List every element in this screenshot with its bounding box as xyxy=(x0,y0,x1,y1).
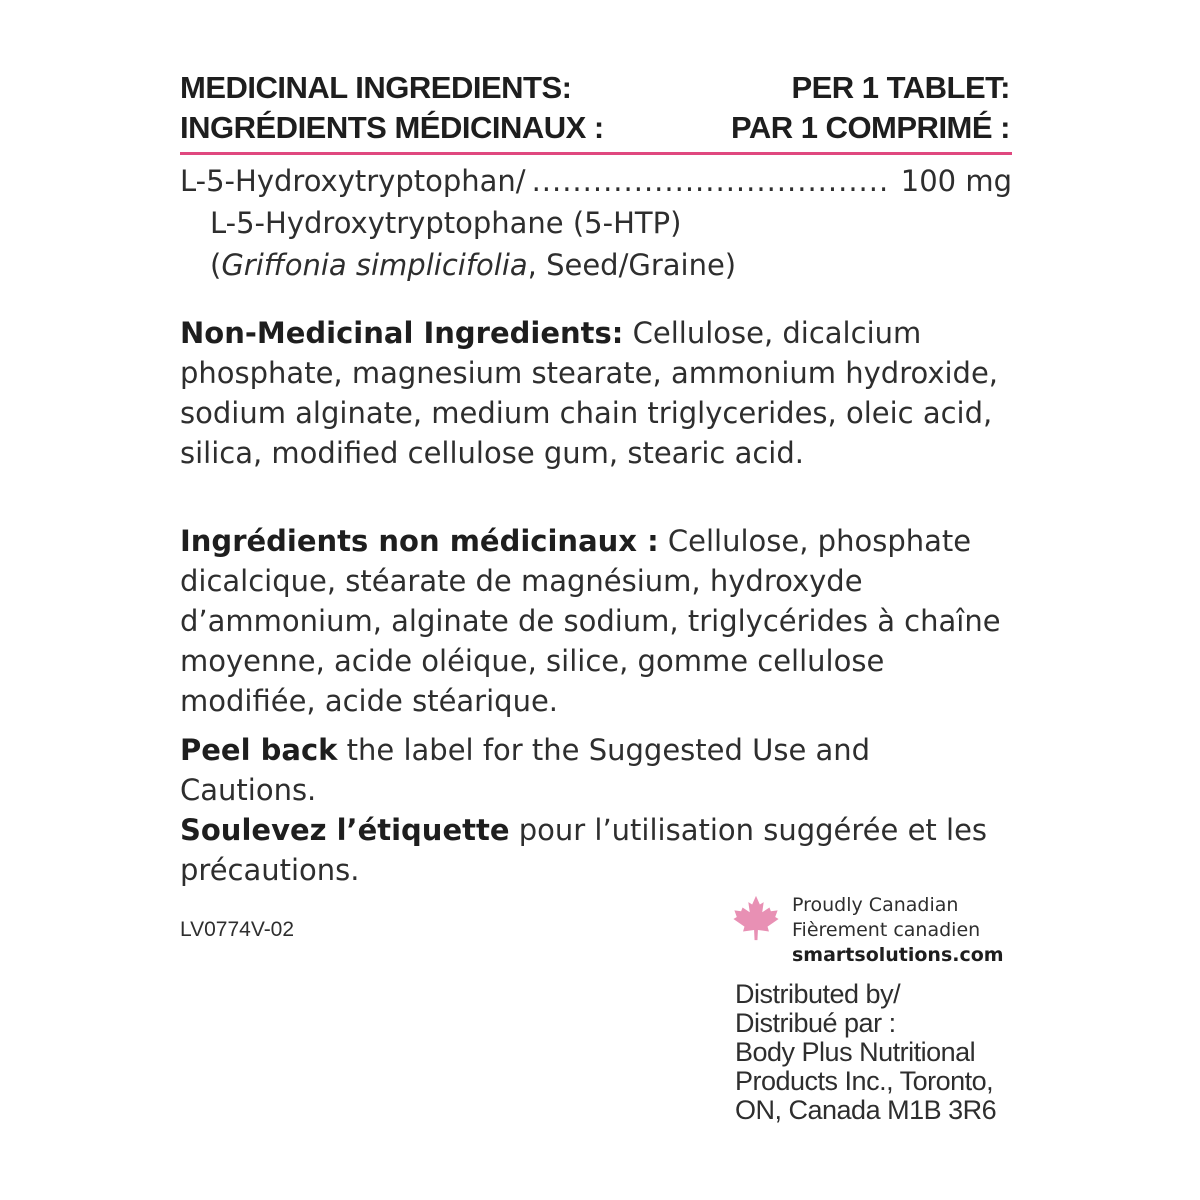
ingredients-header xyxy=(180,68,1010,148)
ingredient-name-en: L-5-Hydroxytryptophan/ xyxy=(180,164,526,198)
non-medicinal-ingredients-fr xyxy=(180,521,1010,721)
proudly-canadian-block xyxy=(792,893,1004,968)
distributor-line-5: ON, Canada M1B 3R6 xyxy=(735,1095,997,1125)
source-species: Griffonia simplicifolia xyxy=(221,248,528,282)
non-medicinal-label-fr: Ingrédients non médicinaux : xyxy=(180,524,659,558)
non-medicinal-text-en: Cellulose, dicalcium phosphate, magnesium stearate, ammonium hydroxide, sodium alginate, medium chain triglycerides, oleic acid, silica, modified cellulose gum, stearic acid. xyxy=(180,316,999,470)
ingredient-name-row xyxy=(180,160,1012,202)
proudly-canadian-fr: Fièrement canadien xyxy=(792,919,981,941)
header-divider xyxy=(180,152,1012,155)
distributor-line-3: Body Plus Nutritional xyxy=(735,1037,976,1067)
source-part: , Seed/Graine) xyxy=(527,248,737,282)
peel-back-label-fr: Soulevez l’étiquette xyxy=(180,813,510,847)
per-tablet-heading-fr: PAR 1 COMPRIMÉ : xyxy=(730,110,1010,145)
peel-back-text-fr: pour l’utilisation suggérée et les précautions. xyxy=(180,813,988,887)
header-row-english xyxy=(180,68,1010,108)
lot-code: LV0774V-02 xyxy=(180,918,295,941)
ingredient-amount: 100 mg xyxy=(900,164,1012,198)
source-open-paren: ( xyxy=(210,248,222,282)
maple-leaf-icon xyxy=(732,894,780,942)
distributor-line-4: Products Inc., Toronto, xyxy=(735,1066,994,1096)
header-row-french xyxy=(180,108,1010,148)
per-tablet-heading-en: PER 1 TABLET: xyxy=(791,70,1010,105)
medicinal-ingredients-heading-en: MEDICINAL INGREDIENTS: xyxy=(180,70,572,105)
peel-back-label-en: Peel back xyxy=(180,733,338,767)
non-medicinal-label-en: Non-Medicinal Ingredients: xyxy=(180,316,624,350)
maple-leaf-shape xyxy=(733,896,778,940)
ingredient-source xyxy=(180,244,1012,286)
distributor-block xyxy=(735,980,996,1125)
website-link[interactable] xyxy=(792,943,1004,968)
non-medicinal-text-fr: Cellulose, phosphate dicalcique, stéarate de magnésium, hydroxyde d’ammonium, alginate de sodium, triglycérides à chaîne moyenne, acide oléique, silice, gomme cellulose modifiée, acide stéarique. xyxy=(180,524,1001,718)
peel-back-fr xyxy=(180,810,1010,890)
non-medicinal-ingredients-en xyxy=(180,313,1010,473)
distributor-line-1: Distributed by/ xyxy=(735,979,901,1009)
dot-leader: ................................... xyxy=(531,164,890,198)
peel-back-text-en: the label for the Suggested Use and Cautions. xyxy=(180,733,871,807)
medicinal-ingredients-heading-fr: INGRÉDIENTS MÉDICINAUX : xyxy=(180,110,604,145)
proudly-canadian-en: Proudly Canadian xyxy=(792,894,959,916)
distributor-line-2: Distribué par : xyxy=(735,1008,896,1038)
website-text: smartsolutions.com xyxy=(792,944,1004,966)
peel-back-en xyxy=(180,730,1010,810)
peel-back-notice xyxy=(180,730,1010,890)
ingredient-name-fr: L-5-Hydroxytryptophane (5-HTP) xyxy=(210,206,682,240)
medicinal-ingredient-entry xyxy=(180,160,1012,286)
